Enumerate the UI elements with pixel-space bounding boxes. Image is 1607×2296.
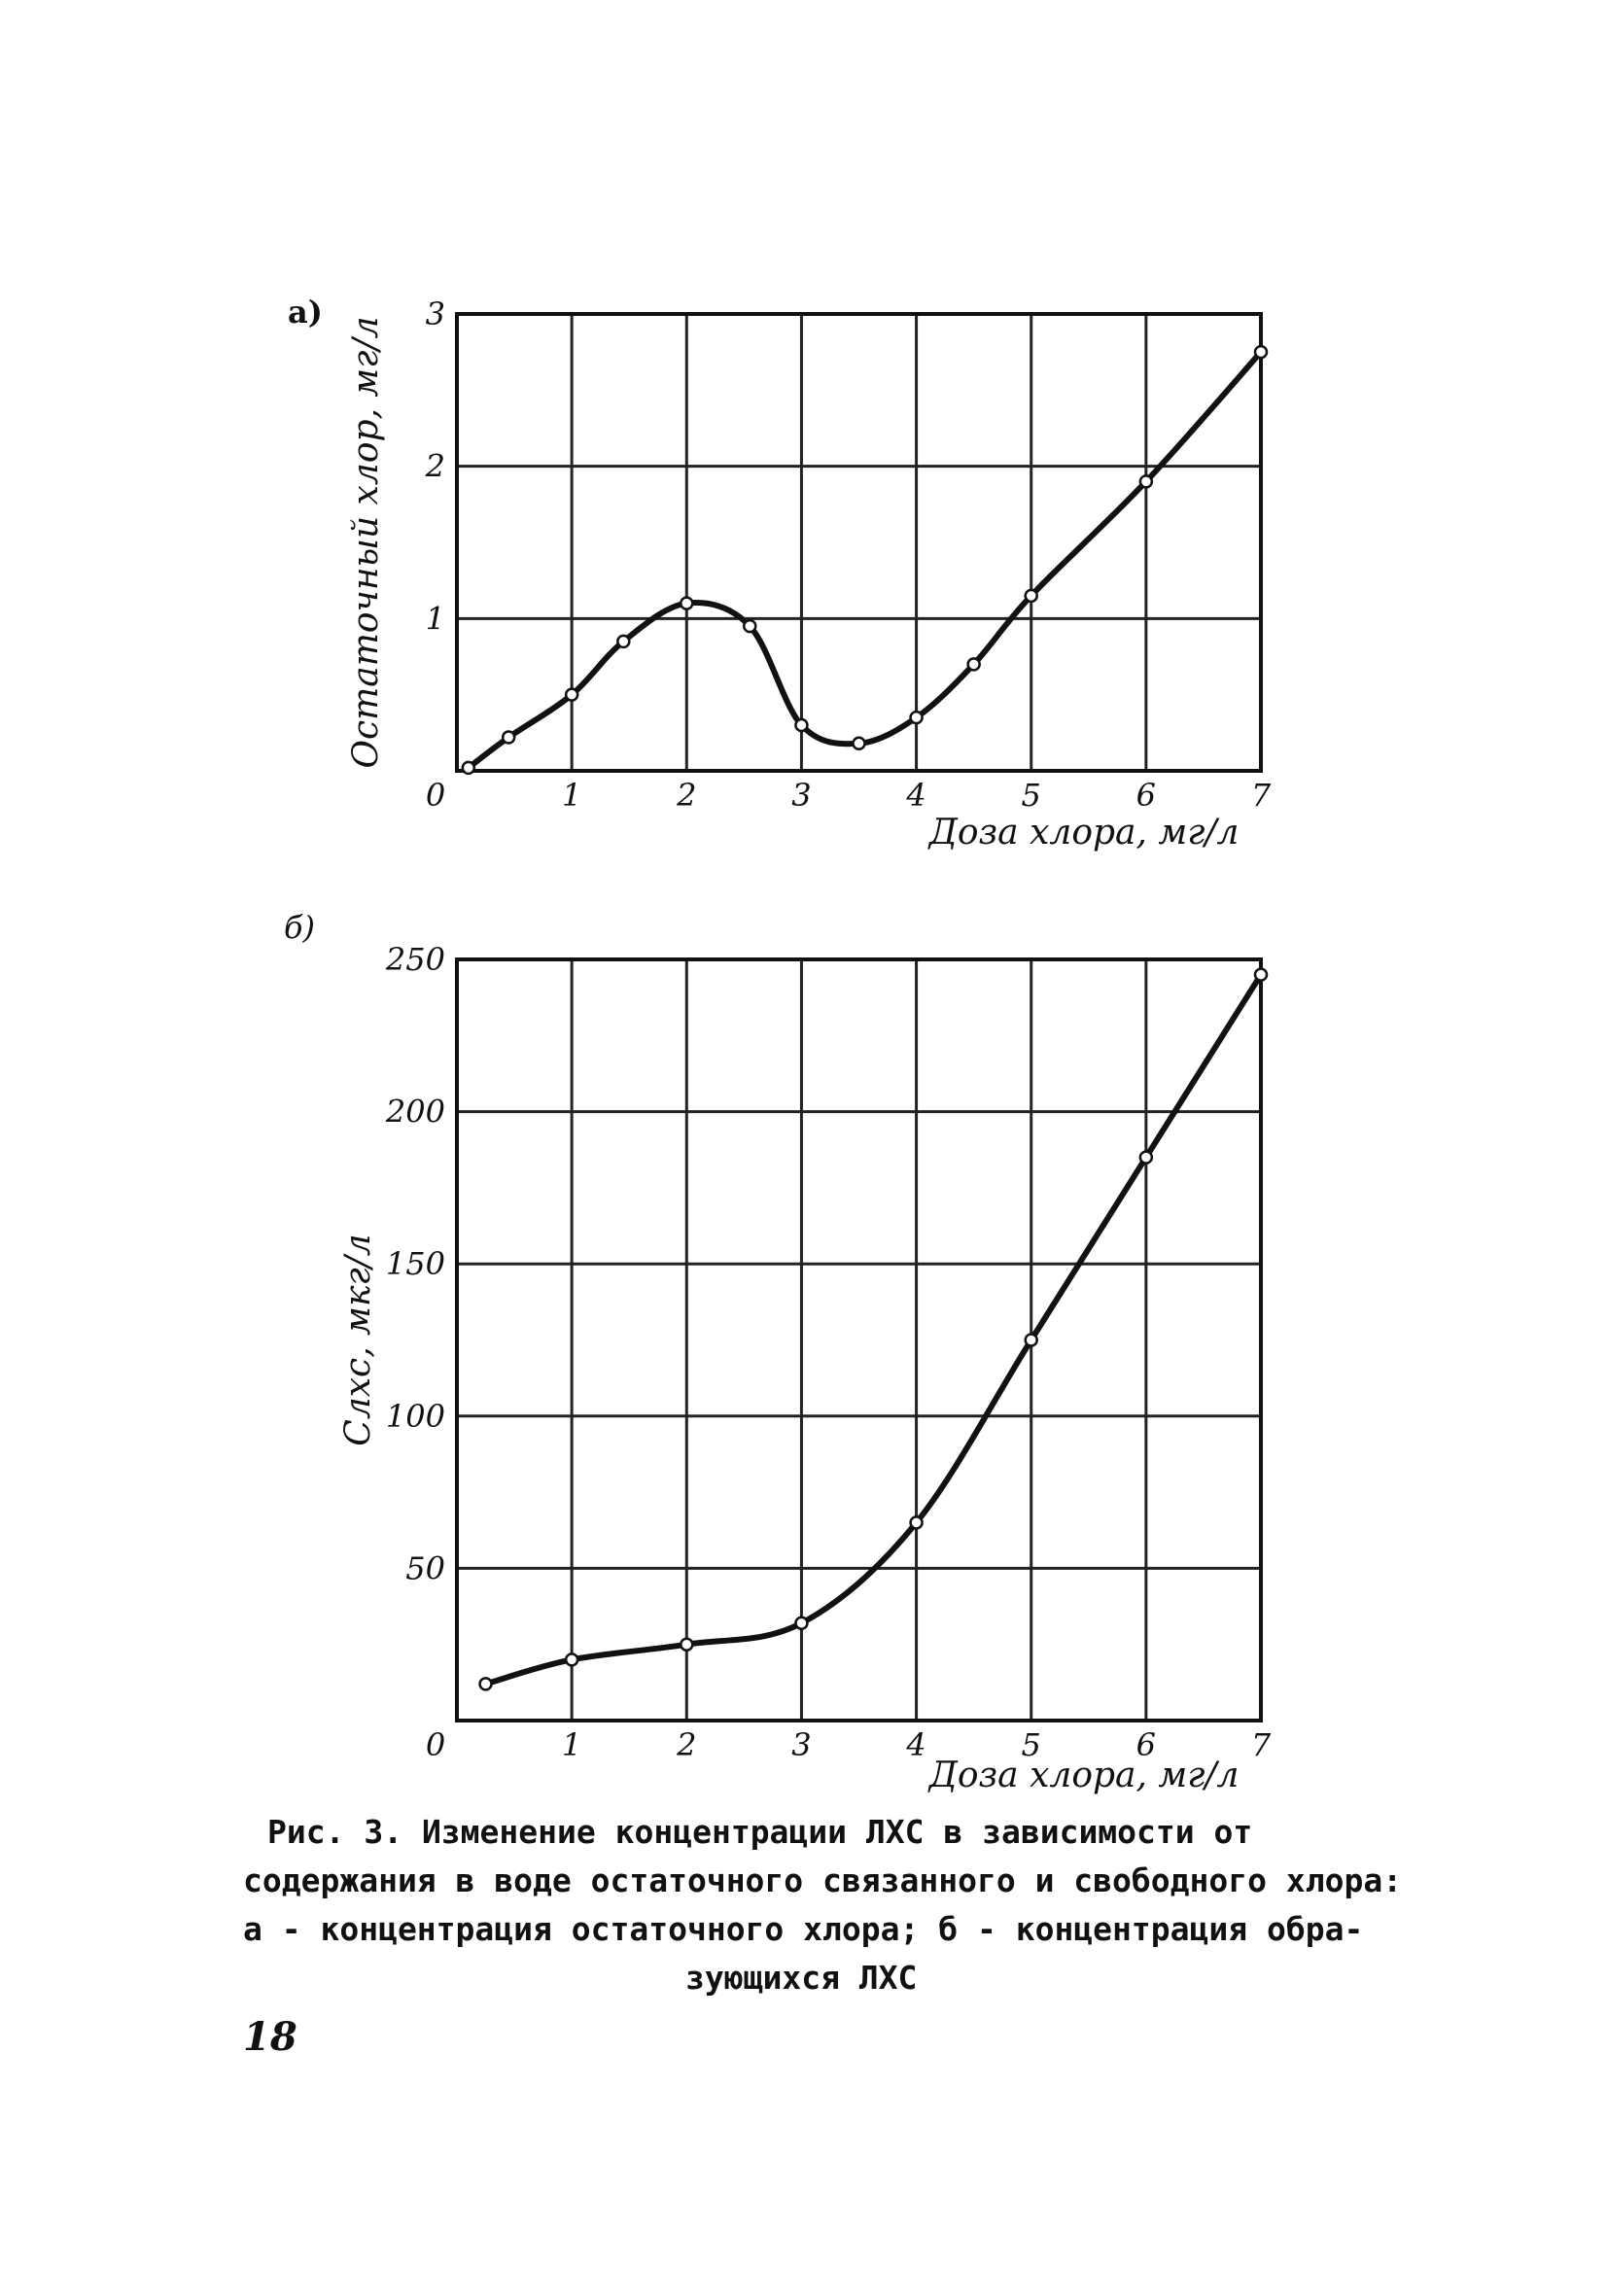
series-line: [469, 352, 1261, 768]
data-point: [566, 1653, 577, 1665]
x-tick-label: 4: [906, 777, 926, 814]
y-tick-label: 3: [425, 296, 445, 332]
y-axis-label: Остаточный хлор, мг/л: [346, 316, 386, 769]
data-point: [795, 1618, 807, 1629]
x-tick-label: 7: [1250, 1726, 1272, 1763]
data-point: [1026, 590, 1037, 602]
data-point: [968, 658, 980, 670]
x-tick-label: 0: [425, 777, 446, 814]
data-point: [911, 712, 923, 723]
data-point: [617, 636, 629, 647]
x-tick-label: 3: [791, 777, 812, 814]
caption-line: содержания в воде остаточного связанного и свободного хлора:: [243, 1861, 1403, 1899]
data-point: [911, 1516, 923, 1528]
y-tick-label: 150: [385, 1245, 445, 1283]
data-point: [1140, 475, 1152, 487]
data-point: [1255, 346, 1267, 358]
y-tick-label: 200: [385, 1093, 445, 1131]
data-point: [681, 1639, 692, 1651]
data-point: [463, 762, 474, 774]
data-point: [795, 719, 807, 731]
chart-lhs-concentration: [338, 941, 1272, 1795]
x-tick-label: 5: [1021, 1726, 1041, 1763]
x-tick-label: 4: [906, 1726, 926, 1763]
x-axis-label: Доза хлора, мг/л: [928, 813, 1240, 852]
x-tick-label: 1: [561, 777, 582, 814]
y-tick-label: 50: [405, 1549, 445, 1587]
data-point: [1140, 1152, 1152, 1164]
plot-frame: [457, 314, 1261, 771]
x-tick-label: 6: [1135, 777, 1157, 814]
x-tick-label: 2: [677, 777, 697, 814]
caption-line: зующихся ЛХС: [685, 1959, 918, 1997]
data-point: [854, 738, 865, 749]
y-tick-label: 100: [385, 1397, 445, 1435]
figure-caption: [243, 1808, 1458, 2002]
caption-line: Рис. 3. Изменение концентрации ЛХС в зависимости от: [267, 1813, 1253, 1851]
data-point: [566, 689, 577, 701]
plot-frame: [457, 959, 1261, 1721]
x-axis-label: Доза хлора, мг/л: [928, 1756, 1240, 1795]
caption-line: а - концентрация остаточного хлора; б - концентрация обра-: [243, 1910, 1364, 1948]
x-tick-label: 0: [425, 1726, 446, 1763]
x-tick-label: 5: [1021, 777, 1041, 814]
panel-label-a: а): [288, 294, 323, 330]
data-point: [480, 1678, 492, 1689]
panel-label-b: б): [284, 909, 316, 946]
y-tick-label: 250: [385, 941, 445, 978]
x-tick-label: 6: [1135, 1726, 1157, 1763]
data-point: [503, 732, 514, 744]
page-number: 18: [243, 2014, 297, 2060]
data-point: [744, 620, 755, 632]
y-tick-label: 2: [425, 447, 445, 485]
x-tick-label: 2: [677, 1726, 697, 1763]
data-point: [1255, 969, 1267, 981]
x-tick-label: 7: [1250, 777, 1272, 814]
chart-residual-chlorine: [346, 296, 1272, 852]
x-tick-label: 1: [561, 1726, 582, 1763]
y-tick-label: 1: [425, 600, 445, 638]
y-axis-label: Слхс, мкг/л: [338, 1234, 378, 1446]
x-tick-label: 3: [791, 1726, 812, 1763]
data-point: [681, 598, 692, 609]
data-point: [1026, 1335, 1037, 1346]
